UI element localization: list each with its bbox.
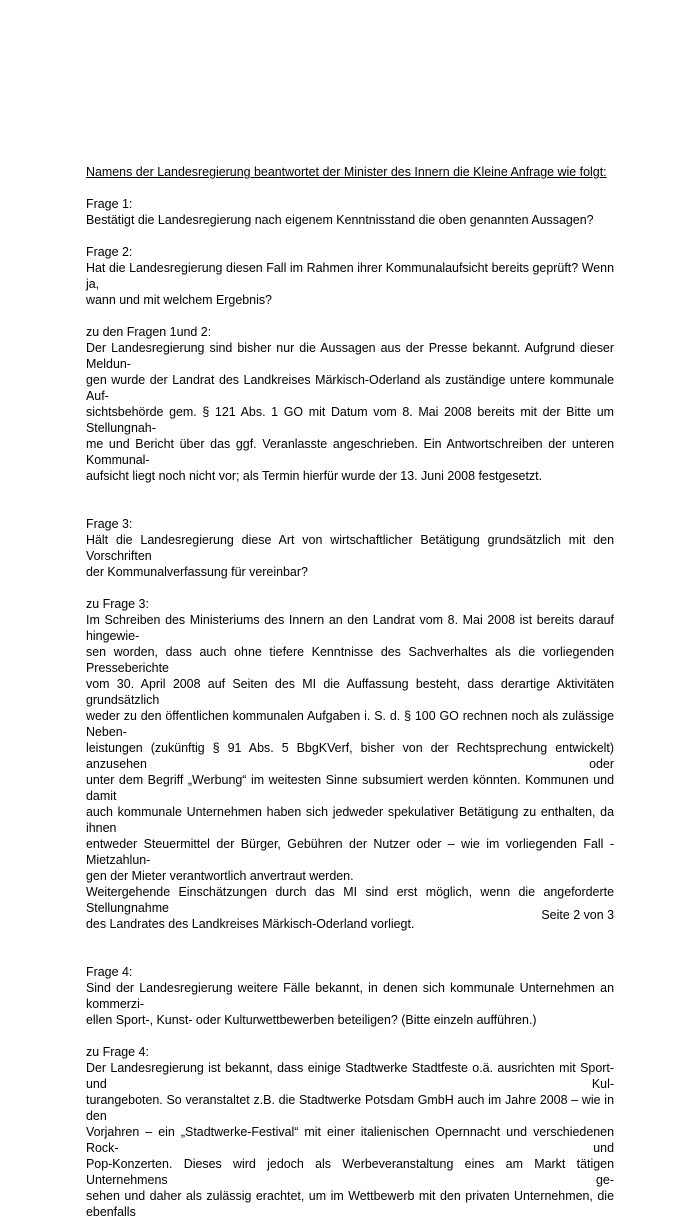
section-text-line: leistungen (zukünftig § 91 Abs. 5 BbgKVerf, bisher von der Rechtsprechung entwickelt) anzusehen oder <box>86 741 614 771</box>
section-text-line: wann und mit welchem Ergebnis? <box>86 293 272 307</box>
section-label: Frage 3: <box>86 517 133 531</box>
section-text-line: weder zu den öffentlichen kommunalen Aufgaben i. S. d. § 100 GO rechnen noch als zulässige Neben- <box>86 709 614 739</box>
section-antwort-4 <box>86 1044 614 1220</box>
section-label: zu Frage 3: <box>86 597 149 611</box>
section-label: Frage 1: <box>86 197 133 211</box>
section-text-line: gen der Mieter verantwortlich anvertraut werden. <box>86 869 354 883</box>
section-frage-3 <box>86 516 614 580</box>
section-text-line: Im Schreiben des Ministeriums des Innern an den Landrat vom 8. Mai 2008 ist bereits darauf hingewie- <box>86 613 614 643</box>
section-text-line: Vorjahren – ein „Stadtwerke-Festival“ mit einer italienischen Opernnacht und verschiedenen Rock- und <box>86 1125 614 1155</box>
section-text-line: turangeboten. So veranstaltet z.B. die Stadtwerke Potsdam GmbH auch im Jahre 2008 – wie in den <box>86 1093 614 1123</box>
section-label: Frage 4: <box>86 965 133 979</box>
section-text-line: Bestätigt die Landesregierung nach eigenem Kenntnisstand die oben genannten Aussagen? <box>86 213 594 227</box>
section-label: Frage 2: <box>86 245 133 259</box>
section-text-line: entweder Steuermittel der Bürger, Gebühren der Nutzer oder – wie im vorliegenden Fall - Mietzahlun- <box>86 837 614 867</box>
section-antwort-3 <box>86 596 614 932</box>
section-text-line: auch kommunale Unternehmen haben sich jedweder spekulativer Betätigung zu enthalten, da ihnen <box>86 805 614 835</box>
section-frage-4 <box>86 964 614 1028</box>
document-heading: Namens der Landesregierung beantwortet der Minister des Innern die Kleine Anfrage wie folgt: <box>86 165 607 179</box>
document-body <box>86 164 614 1220</box>
section-text-line: vom 30. April 2008 auf Seiten des MI die Auffassung besteht, dass derartige Aktivitäten grundsätzlich <box>86 677 614 707</box>
section-text-line: Der Landesregierung ist bekannt, dass einige Stadtwerke Stadtfeste o.ä. ausrichten mit Sport- und Kul- <box>86 1061 614 1091</box>
section-label: zu Frage 4: <box>86 1045 149 1059</box>
section-text-line: der Kommunalverfassung für vereinbar? <box>86 565 308 579</box>
section-frage-1 <box>86 196 614 228</box>
section-text-line: aufsicht liegt noch nicht vor; als Termin hierfür wurde der 13. Juni 2008 festgesetzt. <box>86 469 543 483</box>
section-text-line: Sind der Landesregierung weitere Fälle bekannt, in denen sich kommunale Unternehmen an kommerzi- <box>86 981 614 1011</box>
section-text-line: sen worden, dass auch ohne tiefere Kenntnisse des Sachverhaltes als die vorliegenden Presseberichte <box>86 645 614 675</box>
page-number: Seite 2 von 3 <box>541 908 614 922</box>
section-text-line: unter dem Begriff „Werbung“ im weitesten Sinne subsumiert werden könnten. Kommunen und damit <box>86 773 614 803</box>
section-text-line: sehen und daher als zulässig erachtet, um im Wettbewerb mit den privaten Unternehmen, die ebenfalls <box>86 1189 614 1219</box>
section-frage-2 <box>86 244 614 308</box>
section-text-line: Weitergehende Einschätzungen durch das MI sind erst möglich, wenn die angeforderte Stellungnahme <box>86 885 614 915</box>
section-text-line: gen wurde der Landrat des Landkreises Märkisch-Oderland als zuständige untere kommunale Auf- <box>86 373 614 403</box>
section-text-line: ellen Sport-, Kunst- oder Kulturwettbewerben beteiligen? (Bitte einzeln aufführen.) <box>86 1013 537 1027</box>
section-text-line: Pop-Konzerten. Dieses wird jedoch als Werbeveranstaltung eines am Markt tätigen Unternehmens ge- <box>86 1157 614 1187</box>
section-label: zu den Fragen 1und 2: <box>86 325 212 339</box>
section-text-line: sichtsbehörde gem. § 121 Abs. 1 GO mit Datum vom 8. Mai 2008 bereits mit der Bitte um Stellungnah- <box>86 405 614 435</box>
section-text-line: Hält die Landesregierung diese Art von wirtschaftlicher Betätigung grundsätzlich mit den Vorschriften <box>86 533 614 563</box>
section-text-line: Der Landesregierung sind bisher nur die Aussagen aus der Presse bekannt. Aufgrund dieser Meldun- <box>86 341 614 371</box>
section-text-line: Hat die Landesregierung diesen Fall im Rahmen ihrer Kommunalaufsicht bereits geprüft? Wenn ja, <box>86 261 614 291</box>
section-text-line: me und Bericht über das ggf. Veranlasste angeschrieben. Ein Antwortschreiben der unteren Kommunal- <box>86 437 614 467</box>
section-antwort-1-2 <box>86 324 614 484</box>
section-text-line: des Landrates des Landkreises Märkisch-Oderland vorliegt. <box>86 917 415 931</box>
